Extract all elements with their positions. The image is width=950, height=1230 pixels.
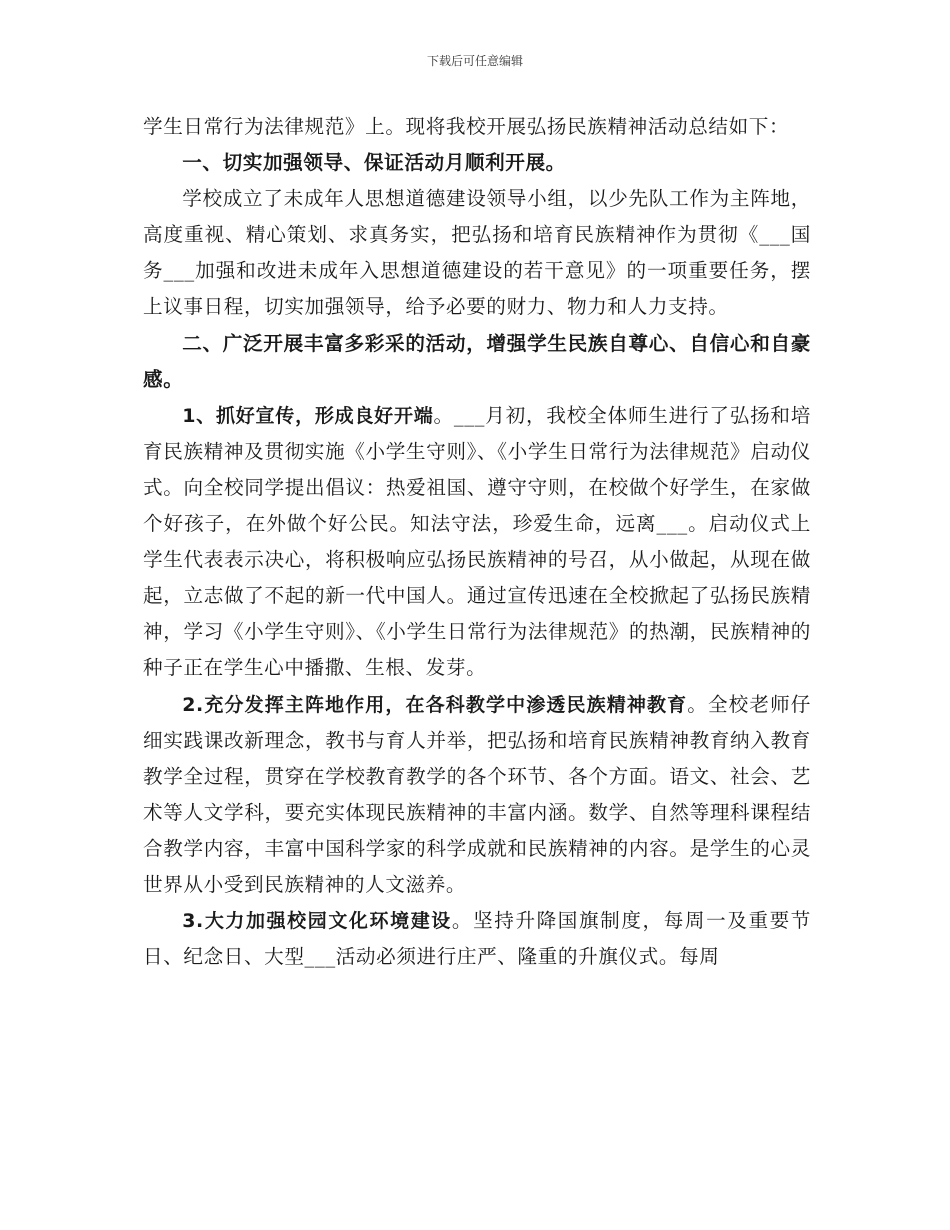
paragraph-publicity: [143, 398, 811, 687]
paragraph-publicity-lead: 1、抓好宣传，形成良好开端: [182, 404, 434, 427]
section-heading-2: 二、广泛开展丰富多彩采的活动，增强学生民族自尊心、自信心和自豪感。: [143, 331, 811, 391]
paragraph-teaching-text: 。全校老师仔细实践课改新理念，教书与育人并举，把弘扬和培育民族精神教育纳入教育教学全过程，贯穿在学校教育教学的各个环节、各个方面。语文、社会、艺术等人文学科，要充实体现民族精神的丰富内涵。数学、自然等理科课程结合教学内容，丰富中国科学家的科学成就和民族精神的内容。是学生的心灵世界从小受到民族精神的人文滋养。: [143, 692, 811, 896]
paragraph-publicity-text: 。___月初，我校全体师生进行了弘扬和培育民族精神及贯彻实施《小学生守则》、《小学生日常行为法律规范》启动仪式。向全校同学提出倡议：热爱祖国、遵守守则，在校做个好学生，在家做个好孩子，在外做个好公民。知法守法，珍爱生命，远离___。启动仪式上学生代表表示决心，将积极响应弘扬民族精神的号召，从小做起，从现在做起，立志做了不起的新一代中国人。通过宣传迅速在全校掀起了弘扬民族精神，学习《小学生守则》、《小学生日常行为法律规范》的热潮，民族精神的种子正在学生心中播撒、生根、发芽。: [143, 403, 812, 680]
page-header: 下载后可任意编辑: [426, 54, 523, 68]
paragraph-campus-culture-text: 。坚持升降国旗制度，每周一及重要节日、纪念日、大型___活动必须进行庄严、隆重的升旗仪式。每周: [143, 909, 812, 969]
paragraph-continuation: 学生日常行为法律规范》上。现将我校开展弘扬民族精神活动总结如下：: [143, 115, 790, 138]
paragraph-leadership: 学校成立了未成年人思想道德建设领导小组，以少先队工作为主阵地，高度重视、精心策划、求真务实，把弘扬和培育民族精神作为贯彻《___国务___加强和改进未成年入思想道德建设的若干意见》的一项重要任务，摆上议事日程，切实加强领导，给予必要的财力、物力和人力支持。: [143, 187, 811, 319]
paragraph-campus-culture: [143, 903, 811, 975]
section-heading-1: 一、切实加强领导、保证活动月顺利开展。: [182, 151, 566, 175]
document-body: [143, 109, 811, 975]
paragraph-teaching-lead: 2.充分发挥主阵地作用，在各科教学中渗透民族精神教育: [182, 693, 688, 716]
paragraph-campus-culture-lead: 3.大力加强校园文化环境建设: [182, 910, 452, 933]
paragraph-teaching: [143, 687, 811, 904]
